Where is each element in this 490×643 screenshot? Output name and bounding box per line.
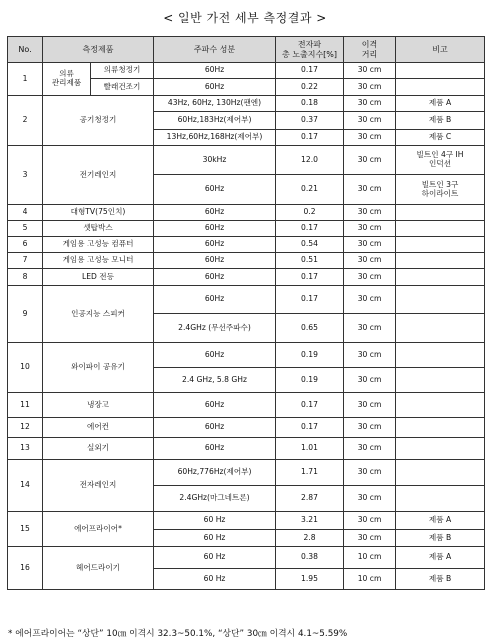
frequency-cell: 60 Hz (154, 512, 276, 530)
header-exposure-index (276, 37, 344, 63)
product-cell: 에어프라이어* (43, 512, 154, 547)
exposure-cell: 1.71 (276, 460, 344, 486)
note-cell (396, 286, 485, 314)
product-cell: 공기청정기 (43, 96, 154, 146)
frequency-cell: 2.4GHz (무선주파수) (154, 314, 276, 343)
frequency-cell: 13Hz,60Hz,168Hz(제어부) (154, 130, 276, 146)
footnote: * 에어프라이어는 “상단” 10㎝ 이격시 32.3~50.1%, “상단” 30㎝ 이격시 4.1~5.59% (8, 629, 348, 639)
distance-cell: 30 cm (344, 221, 396, 237)
distance-cell: 10 cm (344, 547, 396, 569)
row-number: 4 (8, 205, 43, 221)
frequency-cell: 60 Hz (154, 569, 276, 590)
note-cell (396, 253, 485, 269)
product-cell: 헤어드라이기 (43, 547, 154, 590)
frequency-cell: 2.4 GHz, 5.8 GHz (154, 368, 276, 393)
row-number: 16 (8, 547, 43, 590)
exposure-cell: 0.17 (276, 393, 344, 418)
exposure-cell: 1.01 (276, 438, 344, 460)
table-row (8, 269, 485, 286)
row-number: 8 (8, 269, 43, 286)
note-cell (396, 221, 485, 237)
product-group: 의류 관리제품 (43, 63, 91, 96)
table-row (8, 460, 485, 486)
exposure-cell: 0.17 (276, 418, 344, 438)
exposure-cell: 1.95 (276, 569, 344, 590)
row-number: 5 (8, 221, 43, 237)
frequency-cell: 60Hz (154, 393, 276, 418)
measurement-table (7, 36, 485, 590)
table-row (8, 286, 485, 314)
exposure-cell: 0.38 (276, 547, 344, 569)
distance-cell: 30 cm (344, 460, 396, 486)
frequency-cell: 60Hz,776Hz(제어부) (154, 460, 276, 486)
frequency-cell: 60Hz,183Hz(제어부) (154, 112, 276, 130)
table-row (8, 205, 485, 221)
exposure-cell: 0.2 (276, 205, 344, 221)
exposure-cell: 0.17 (276, 269, 344, 286)
note-cell (396, 418, 485, 438)
distance-cell: 30 cm (344, 269, 396, 286)
product-cell: 실외기 (43, 438, 154, 460)
exposure-cell: 0.17 (276, 286, 344, 314)
row-number: 7 (8, 253, 43, 269)
product-cell: 대형TV(75인치) (43, 205, 154, 221)
frequency-cell: 60 Hz (154, 547, 276, 569)
header-distance (344, 37, 396, 63)
product-cell: LED 전등 (43, 269, 154, 286)
frequency-cell: 60Hz (154, 253, 276, 269)
header-product: 측정제품 (43, 37, 154, 63)
exposure-cell: 0.18 (276, 96, 344, 112)
distance-cell: 30 cm (344, 530, 396, 547)
frequency-cell: 60Hz (154, 438, 276, 460)
note-cell (396, 205, 485, 221)
frequency-cell: 2.4GHz(마그네트론) (154, 486, 276, 512)
note-cell (396, 63, 485, 79)
row-number: 15 (8, 512, 43, 547)
note-cell (396, 269, 485, 286)
table-row (8, 343, 485, 368)
note-cell (396, 393, 485, 418)
note-cell (396, 460, 485, 486)
header-exposure-line1: 전자파 (297, 40, 322, 50)
header-note: 비고 (396, 37, 485, 63)
row-number: 10 (8, 343, 43, 393)
frequency-cell: 60Hz (154, 418, 276, 438)
row-number: 3 (8, 146, 43, 205)
row-number: 2 (8, 96, 43, 146)
distance-cell: 30 cm (344, 253, 396, 269)
exposure-cell: 0.21 (276, 175, 344, 205)
note-cell: 제품 A (396, 96, 485, 112)
header-distance-line1: 이격 (361, 40, 378, 50)
note-cell: 제품 B (396, 530, 485, 547)
note-cell: 제품 C (396, 130, 485, 146)
exposure-cell: 0.65 (276, 314, 344, 343)
note-cell: 제품 B (396, 569, 485, 590)
distance-cell: 30 cm (344, 146, 396, 175)
header-no: No. (8, 37, 43, 63)
frequency-cell: 43Hz, 60Hz, 130Hz(팬엔) (154, 96, 276, 112)
distance-cell: 30 cm (344, 130, 396, 146)
row-number: 6 (8, 237, 43, 253)
note-cell: 제품 B (396, 112, 485, 130)
note-cell (396, 438, 485, 460)
table-row (8, 547, 485, 569)
frequency-cell: 60 Hz (154, 530, 276, 547)
exposure-cell: 0.17 (276, 221, 344, 237)
header-row (8, 37, 485, 63)
frequency-cell: 60Hz (154, 343, 276, 368)
table-row (8, 221, 485, 237)
table-row (8, 96, 485, 112)
exposure-cell: 2.8 (276, 530, 344, 547)
note-cell: 빌트인 3구 하이라이트 (396, 175, 485, 205)
table-row (8, 512, 485, 530)
product-cell: 게임용 고성능 모니터 (43, 253, 154, 269)
row-number: 1 (8, 63, 43, 96)
product-sub: 빨래건조기 (91, 79, 154, 96)
distance-cell: 30 cm (344, 286, 396, 314)
distance-cell: 30 cm (344, 175, 396, 205)
distance-cell: 30 cm (344, 393, 396, 418)
frequency-cell: 60Hz (154, 221, 276, 237)
exposure-cell: 0.17 (276, 63, 344, 79)
distance-cell: 30 cm (344, 63, 396, 79)
header-exposure-line2: 총 노출지수[%] (282, 49, 338, 59)
header-frequency: 주파수 성분 (154, 37, 276, 63)
exposure-cell: 2.87 (276, 486, 344, 512)
note-cell (396, 486, 485, 512)
exposure-cell: 0.17 (276, 130, 344, 146)
exposure-cell: 0.54 (276, 237, 344, 253)
exposure-cell: 0.22 (276, 79, 344, 96)
row-number: 11 (8, 393, 43, 418)
note-cell (396, 368, 485, 393)
table-row (8, 393, 485, 418)
distance-cell: 30 cm (344, 205, 396, 221)
distance-cell: 30 cm (344, 486, 396, 512)
product-cell: 전자레인지 (43, 460, 154, 512)
exposure-cell: 0.37 (276, 112, 344, 130)
exposure-cell: 0.51 (276, 253, 344, 269)
frequency-cell: 60Hz (154, 175, 276, 205)
product-sub: 의류청정기 (91, 63, 154, 79)
distance-cell: 30 cm (344, 237, 396, 253)
note-cell: 제품 A (396, 547, 485, 569)
exposure-cell: 0.19 (276, 343, 344, 368)
table-row (8, 237, 485, 253)
distance-cell: 30 cm (344, 343, 396, 368)
frequency-cell: 60Hz (154, 79, 276, 96)
row-number: 14 (8, 460, 43, 512)
distance-cell: 30 cm (344, 438, 396, 460)
distance-cell: 30 cm (344, 368, 396, 393)
table-row (8, 63, 485, 79)
distance-cell: 10 cm (344, 569, 396, 590)
table-row (8, 146, 485, 175)
product-cell: 인공지능 스피커 (43, 286, 154, 343)
table-row (8, 253, 485, 269)
frequency-cell: 60Hz (154, 63, 276, 79)
product-cell: 냉장고 (43, 393, 154, 418)
frequency-cell: 30kHz (154, 146, 276, 175)
frequency-cell: 60Hz (154, 286, 276, 314)
note-cell (396, 314, 485, 343)
note-cell (396, 237, 485, 253)
distance-cell: 30 cm (344, 418, 396, 438)
row-number: 13 (8, 438, 43, 460)
distance-cell: 30 cm (344, 79, 396, 96)
distance-cell: 30 cm (344, 96, 396, 112)
note-cell: 제품 A (396, 512, 485, 530)
distance-cell: 30 cm (344, 314, 396, 343)
frequency-cell: 60Hz (154, 269, 276, 286)
product-cell: 에어컨 (43, 418, 154, 438)
frequency-cell: 60Hz (154, 237, 276, 253)
exposure-cell: 12.0 (276, 146, 344, 175)
product-cell: 전기레인지 (43, 146, 154, 205)
table-row (8, 438, 485, 460)
product-cell: 게임용 고성능 컴퓨터 (43, 237, 154, 253)
product-cell: 와이파이 공유기 (43, 343, 154, 393)
distance-cell: 30 cm (344, 512, 396, 530)
exposure-cell: 3.21 (276, 512, 344, 530)
product-cell: 셋탑박스 (43, 221, 154, 237)
table-row (8, 418, 485, 438)
page-title: < 일반 가전 세부 측정결과 > (163, 11, 327, 25)
header-distance-line2: 거리 (361, 49, 378, 59)
frequency-cell: 60Hz (154, 205, 276, 221)
distance-cell: 30 cm (344, 112, 396, 130)
row-number: 9 (8, 286, 43, 343)
exposure-cell: 0.19 (276, 368, 344, 393)
row-number: 12 (8, 418, 43, 438)
note-cell (396, 79, 485, 96)
note-cell: 빌트인 4구 IH 인덕션 (396, 146, 485, 175)
note-cell (396, 343, 485, 368)
